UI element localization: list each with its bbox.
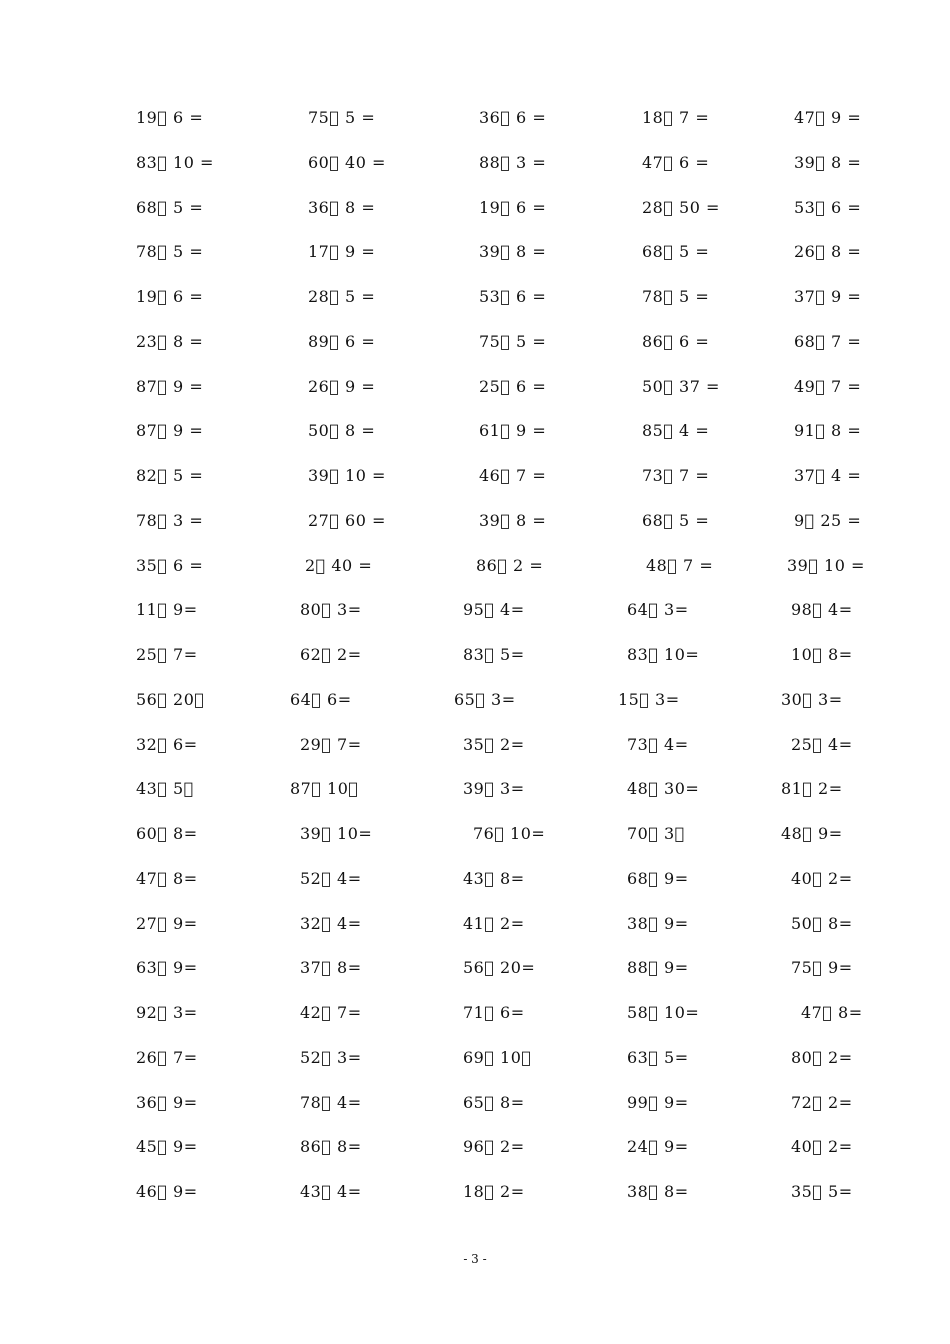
problem-cell: 26  8 = bbox=[794, 242, 862, 262]
problem-cell: 36  6 = bbox=[479, 108, 547, 127]
problem-cell: 50  8= bbox=[791, 913, 853, 933]
problem-row bbox=[0, 867, 950, 891]
problem-cell: 32  4= bbox=[300, 913, 362, 933]
problem-row bbox=[0, 822, 950, 846]
problem-cell: 68  7 = bbox=[794, 331, 862, 351]
problem-cell: 35  2= bbox=[463, 734, 525, 754]
problem-cell: 25  7= bbox=[136, 645, 198, 664]
problem-row bbox=[0, 106, 950, 130]
problem-cell: 36  9= bbox=[136, 1092, 198, 1112]
problem-cell: 62  2= bbox=[300, 645, 362, 664]
problem-cell: 17  9 = bbox=[308, 242, 376, 262]
problem-row bbox=[0, 1135, 950, 1159]
problem-cell: 40  2= bbox=[791, 1137, 853, 1157]
problem-cell: 38  8= bbox=[627, 1182, 689, 1201]
problem-cell: 46  7 = bbox=[479, 466, 547, 485]
problem-cell: 56  20  bbox=[136, 689, 205, 709]
problem-cell: 68  5 = bbox=[642, 242, 710, 262]
problem-cell: 19  6 = bbox=[136, 108, 204, 127]
problem-cell: 78  3 = bbox=[136, 510, 204, 530]
problem-cell: 75  5 = bbox=[308, 108, 376, 127]
problem-cell: 78  5 = bbox=[136, 242, 204, 262]
problem-cell: 50  8 = bbox=[308, 421, 376, 441]
problem-cell: 39  10 = bbox=[308, 466, 386, 485]
problem-cell: 47  9 = bbox=[794, 108, 862, 127]
problem-cell: 64  6= bbox=[290, 689, 352, 709]
problem-cell: 37  9 = bbox=[794, 287, 862, 306]
problem-cell: 26  7= bbox=[136, 1047, 198, 1067]
problem-cell: 28  5 = bbox=[308, 287, 376, 306]
problem-cell: 83  10 = bbox=[136, 152, 214, 172]
problem-cell: 87  10  bbox=[290, 779, 359, 799]
problem-cell: 48  9= bbox=[781, 824, 843, 843]
problem-cell: 96  2= bbox=[463, 1137, 525, 1157]
problem-cell: 43  8= bbox=[463, 868, 525, 888]
problem-cell: 86  6 = bbox=[642, 331, 710, 351]
problem-cell: 88  3 = bbox=[479, 152, 547, 172]
problem-row bbox=[0, 554, 950, 578]
problem-cell: 30  3= bbox=[781, 689, 843, 709]
problem-cell: 58  10= bbox=[627, 1003, 700, 1022]
problem-cell: 75  5 = bbox=[479, 331, 547, 351]
problem-row bbox=[0, 464, 950, 488]
problem-cell: 73  7 = bbox=[642, 466, 710, 485]
problem-cell: 27  9= bbox=[136, 913, 198, 933]
problem-cell: 85  4 = bbox=[642, 421, 710, 441]
problem-cell: 65  3= bbox=[454, 689, 516, 709]
problem-cell: 86  8= bbox=[300, 1137, 362, 1157]
problem-cell: 39  8 = bbox=[479, 242, 547, 262]
problem-cell: 35  6 = bbox=[136, 555, 204, 575]
problem-row bbox=[0, 240, 950, 264]
problem-cell: 32  6= bbox=[136, 734, 198, 754]
problem-cell: 47  6 = bbox=[642, 152, 710, 172]
problem-cell: 72  2= bbox=[791, 1092, 853, 1112]
problem-cell: 99  9= bbox=[627, 1092, 689, 1112]
problem-cell: 45  9= bbox=[136, 1137, 198, 1157]
problem-cell: 76  10= bbox=[473, 824, 546, 843]
problem-row bbox=[0, 1001, 950, 1025]
problem-cell: 83  10= bbox=[627, 645, 700, 664]
problem-cell: 28  50 = bbox=[642, 197, 720, 217]
problem-cell: 39  10 = bbox=[787, 555, 865, 575]
problem-cell: 10  8= bbox=[791, 645, 853, 664]
problem-cell: 68  5 = bbox=[642, 510, 710, 530]
problem-cell: 63  5= bbox=[627, 1047, 689, 1067]
problem-cell: 68  5 = bbox=[136, 197, 204, 217]
problem-cell: 40  2= bbox=[791, 868, 853, 888]
problem-cell: 50  37 = bbox=[642, 376, 720, 396]
problem-cell: 91  8 = bbox=[794, 421, 862, 441]
problem-cell: 25  4= bbox=[791, 734, 853, 754]
problem-cell: 24  9= bbox=[627, 1137, 689, 1157]
problem-cell: 29  7= bbox=[300, 734, 362, 754]
problem-cell: 26  9 = bbox=[308, 376, 376, 396]
problem-cell: 48  7 = bbox=[646, 555, 714, 575]
problem-row bbox=[0, 330, 950, 354]
problem-cell: 19  6 = bbox=[479, 197, 547, 217]
problem-cell: 42  7= bbox=[300, 1003, 362, 1022]
problem-cell: 71  6= bbox=[463, 1003, 525, 1022]
problem-cell: 81  2= bbox=[781, 779, 843, 799]
problem-cell: 78  5 = bbox=[642, 287, 710, 306]
problem-cell: 53  6 = bbox=[479, 287, 547, 306]
problem-cell: 61  9 = bbox=[479, 421, 547, 441]
problem-cell: 19  6 = bbox=[136, 287, 204, 306]
problem-cell: 47  8= bbox=[801, 1003, 863, 1022]
problem-cell: 68  9= bbox=[627, 868, 689, 888]
problem-cell: 87  9 = bbox=[136, 421, 204, 441]
problem-cell: 15  3= bbox=[618, 689, 680, 709]
problem-cell: 69  10  bbox=[463, 1047, 532, 1067]
problem-cell: 18  7 = bbox=[642, 108, 710, 127]
problem-cell: 11  9= bbox=[136, 600, 198, 620]
problem-cell: 38  9= bbox=[627, 913, 689, 933]
problem-cell: 65  8= bbox=[463, 1092, 525, 1112]
problem-cell: 86  2 = bbox=[476, 555, 544, 575]
problem-cell: 41  2= bbox=[463, 913, 525, 933]
problem-cell: 73  4= bbox=[627, 734, 689, 754]
problem-row bbox=[0, 777, 950, 801]
problem-cell: 37  8= bbox=[300, 958, 362, 978]
problem-row bbox=[0, 1180, 950, 1204]
problem-cell: 36  8 = bbox=[308, 197, 376, 217]
problem-cell: 49  7 = bbox=[794, 376, 862, 396]
problem-cell: 98  4= bbox=[791, 600, 853, 620]
problem-cell: 39  8 = bbox=[794, 152, 862, 172]
problem-row bbox=[0, 151, 950, 175]
problem-cell: 83  5= bbox=[463, 645, 525, 664]
problem-cell: 64  3= bbox=[627, 600, 689, 620]
problem-cell: 63  9= bbox=[136, 958, 198, 978]
problem-cell: 89  6 = bbox=[308, 331, 376, 351]
problem-cell: 47  8= bbox=[136, 868, 198, 888]
problem-cell: 2  40 = bbox=[305, 555, 373, 575]
problem-cell: 95  4= bbox=[463, 600, 525, 620]
problem-cell: 9  25 = bbox=[794, 510, 862, 530]
problem-row bbox=[0, 733, 950, 757]
problem-row bbox=[0, 285, 950, 309]
problem-row bbox=[0, 196, 950, 220]
problem-cell: 48  30= bbox=[627, 779, 700, 799]
problem-row bbox=[0, 912, 950, 936]
problem-cell: 35  5= bbox=[791, 1182, 853, 1201]
problem-cell: 87  9 = bbox=[136, 376, 204, 396]
problem-cell: 43  5  bbox=[136, 779, 194, 799]
problem-cell: 53  6 = bbox=[794, 197, 862, 217]
problem-row bbox=[0, 643, 950, 667]
problem-cell: 39  10= bbox=[300, 824, 373, 843]
problem-cell: 56  20= bbox=[463, 958, 536, 978]
problem-cell: 25  6 = bbox=[479, 376, 547, 396]
problem-row bbox=[0, 688, 950, 712]
problem-cell: 80  3= bbox=[300, 600, 362, 620]
problem-row bbox=[0, 956, 950, 980]
problem-cell: 82  5 = bbox=[136, 466, 204, 485]
problem-cell: 23  8 = bbox=[136, 331, 204, 351]
page-number: - 3 - bbox=[463, 1252, 487, 1266]
problem-cell: 75  9= bbox=[791, 958, 853, 978]
problem-cell: 52  4= bbox=[300, 868, 362, 888]
problem-row bbox=[0, 375, 950, 399]
problem-row bbox=[0, 1091, 950, 1115]
problem-cell: 46  9= bbox=[136, 1182, 198, 1201]
problem-cell: 80  2= bbox=[791, 1047, 853, 1067]
problem-cell: 60  8= bbox=[136, 824, 198, 843]
problem-cell: 18  2= bbox=[463, 1182, 525, 1201]
problem-cell: 37  4 = bbox=[794, 466, 862, 485]
problem-cell: 92  3= bbox=[136, 1003, 198, 1022]
problem-cell: 43  4= bbox=[300, 1182, 362, 1201]
problem-cell: 78  4= bbox=[300, 1092, 362, 1112]
problem-row bbox=[0, 598, 950, 622]
problem-cell: 27  60 = bbox=[308, 510, 386, 530]
problem-cell: 39  3= bbox=[463, 779, 525, 799]
problem-cell: 60  40 = bbox=[308, 152, 386, 172]
problem-cell: 52  3= bbox=[300, 1047, 362, 1067]
problem-row bbox=[0, 1046, 950, 1070]
problem-cell: 88  9= bbox=[627, 958, 689, 978]
problem-row bbox=[0, 509, 950, 533]
problem-row bbox=[0, 419, 950, 443]
problem-cell: 70  3  bbox=[627, 824, 685, 843]
problem-cell: 39  8 = bbox=[479, 510, 547, 530]
